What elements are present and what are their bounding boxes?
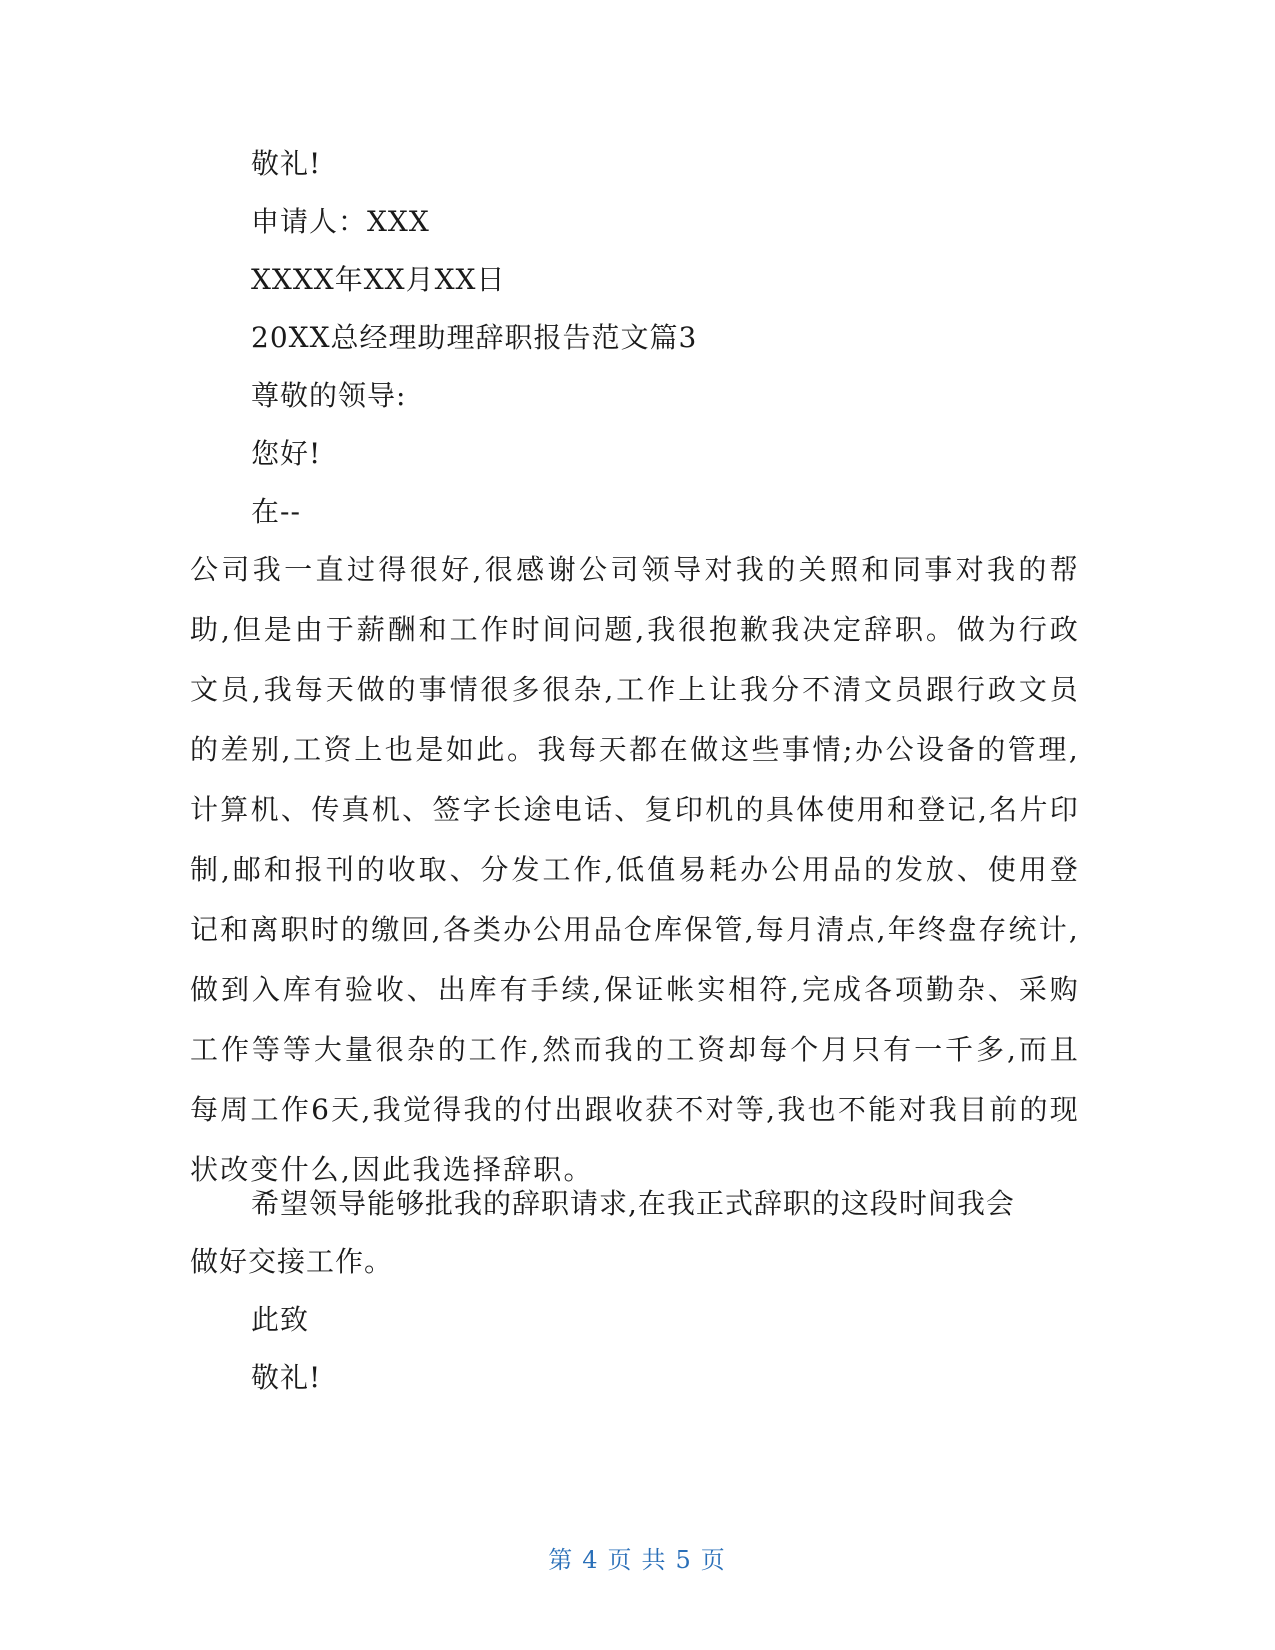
footer-total-pages: 5 <box>675 1546 693 1574</box>
section-title: 20XX总经理助理辞职报告范文篇3 <box>251 321 698 354</box>
applicant-line: 申请人：XXX <box>251 205 430 238</box>
footer-page-word: 页 <box>607 1546 634 1574</box>
footer-prefix: 第 <box>548 1546 575 1574</box>
closing-ci-zhi: 此致 <box>251 1303 310 1336</box>
greeting-hello: 您好! <box>251 437 322 470</box>
main-paragraph: 公司我一直过得很好,很感谢公司领导对我的关照和同事对我的帮助,但是由于薪酬和工作时间问题,我很抱歉我决定辞职。做为行政文员,我每天做的事情很多很杂,工作上让我分不清文员跟行政文员的差别,工资上也是如此。我每天都在做这些事情;办公设备的管理,计算机、传真机、签字长途电话、复印机的具体使用和登记,名片印制,邮和报刊的收取、分发工作,低值易耗办公用品的发放、使用登记和离职时的缴回,各类办公用品仓库保管,每月清点,年终盘存统计,做到入库有验收、出库有手续,保证帐实相符,完成各项勤杂、采购工作等等大量很杂的工作,然而我的工资却每个月只有一千多,而且每周工作6天,我觉得我的付出跟收获不对等,我也不能对我目前的现状改变什么,因此我选择辞职。 <box>190 553 1081 1186</box>
salutation-respect-top: 敬礼! <box>251 147 322 180</box>
closing-jing-li: 敬礼! <box>251 1361 322 1394</box>
page-footer <box>0 1545 1275 1575</box>
hope-paragraph-line1: 希望领导能够批我的辞职请求,在我正式辞职的这段时间我会 <box>251 1187 1015 1220</box>
footer-suffix: 页 <box>700 1546 727 1574</box>
intro-fragment: 在-- <box>251 495 301 528</box>
greeting-addressee: 尊敬的领导: <box>251 379 407 412</box>
hope-paragraph-line2: 做好交接工作。 <box>190 1245 394 1278</box>
date-line: XXXX年XX月XX日 <box>251 263 506 296</box>
footer-total-word: 共 <box>641 1546 668 1574</box>
footer-current-page: 4 <box>582 1546 600 1574</box>
